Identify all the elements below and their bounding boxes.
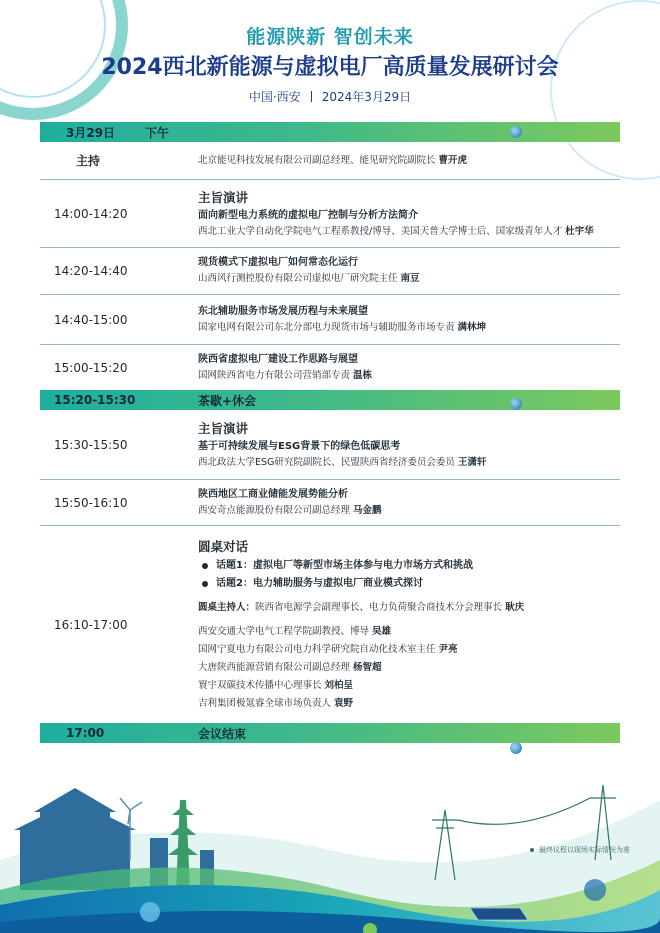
panelist-name: 吴雄 <box>372 625 392 637</box>
talk-speaker <box>198 224 620 240</box>
moderator-label: 圆桌主持人： <box>198 601 256 613</box>
talk-row <box>40 180 620 248</box>
panelist <box>198 677 620 695</box>
section-title: 主旨演讲 <box>198 420 249 436</box>
divider <box>311 91 312 102</box>
host-affiliation: 北京能见科技发展有限公司副总经理、能见研究院副院长 <box>198 154 436 166</box>
bullet-icon <box>202 563 208 569</box>
talk-speaker <box>198 503 620 519</box>
speaker-name: 温栋 <box>353 369 373 381</box>
agenda-table <box>40 122 620 743</box>
end-label: 会议结束 <box>198 726 247 741</box>
talk-speaker <box>198 320 620 336</box>
break-label: 茶歇+休会 <box>198 393 257 408</box>
talk-time: 15:00-15:20 <box>54 360 128 375</box>
roundtable-time: 16:10-17:00 <box>54 617 128 632</box>
host-label: 主持 <box>76 154 101 168</box>
speaker-name: 满林坤 <box>457 321 487 333</box>
talk-content <box>198 352 620 384</box>
panelist-affiliation: 寰宇双碳技术传播中心理事长 <box>198 679 322 691</box>
break-time: 15:20-15:30 <box>54 393 136 407</box>
moderator-name: 耿庆 <box>505 601 525 613</box>
footer-note <box>530 845 630 855</box>
date-band <box>40 122 620 142</box>
speaker-affiliation: 山西风行测控股份有限公司虚拟电厂研究院主任 <box>198 273 398 284</box>
section-title: 主旨演讲 <box>198 189 249 205</box>
talk-time: 14:00-14:20 <box>54 206 128 221</box>
conference-date: 2024年3月29日 <box>321 90 412 104</box>
topic-text: 话题2：电力辅助服务与虚拟电厂商业模式探讨 <box>216 577 423 589</box>
speaker-affiliation: 西安奇点能源股份有限公司副总经理 <box>198 504 351 516</box>
bullet-icon <box>202 581 208 587</box>
talk-row <box>40 248 620 295</box>
moderator-affiliation: 陕西省电源学会副理事长、电力负荷聚合商技术分会理事长 <box>255 601 503 613</box>
panelist-name: 尹亮 <box>438 643 458 655</box>
talk-content <box>198 188 620 240</box>
talk-speaker <box>198 368 620 384</box>
panelist <box>198 641 620 659</box>
roundtable-title: 圆桌对话 <box>198 538 249 554</box>
talk-time: 14:40-15:00 <box>54 312 128 327</box>
panelist-affiliation: 吉利集团极氪睿全球市场负责人 <box>198 697 332 709</box>
speaker-name: 杜宇华 <box>565 225 594 237</box>
conference-info <box>0 88 660 105</box>
host-row <box>40 142 620 180</box>
talk-row <box>40 345 620 390</box>
talk-content <box>198 487 620 519</box>
speaker-affiliation: 西北工业大学自动化学院电气工程系教授/博导、美国天普大学博士后、国家级青年人才 <box>198 225 563 237</box>
panelist-affiliation: 大唐陕西能源营销有限公司副总经理 <box>198 661 351 673</box>
talk-row <box>40 295 620 345</box>
topic-text: 话题1：虚拟电厂等新型市场主体参与电力市场方式和挑战 <box>216 559 473 571</box>
roundtable-content <box>198 537 620 713</box>
conference-title: 2024西北新能源与虚拟电厂高质量发展研讨会 <box>101 55 559 80</box>
talk-speaker <box>198 455 620 471</box>
agenda-date: 3月29日 <box>66 125 116 140</box>
roundtable-moderator <box>198 599 620 617</box>
talk-row <box>40 480 620 526</box>
speaker-name: 马金鹏 <box>353 504 382 516</box>
footer-illustration <box>0 740 660 933</box>
talk-time: 15:50-16:10 <box>54 495 128 510</box>
roundtable-topic <box>198 575 620 593</box>
speaker-affiliation: 国网陕西省电力有限公司营销部专责 <box>198 369 351 381</box>
panelist-name: 袁野 <box>334 697 354 709</box>
decor-dot <box>510 398 522 410</box>
talk-content <box>198 419 620 471</box>
talk-content <box>198 255 620 287</box>
slogan: 能源陕新 智创未来 <box>246 26 414 48</box>
break-band <box>40 390 620 410</box>
talk-topic: 基于可持续发展与ESG背景下的绿色低碳思考 <box>198 440 401 452</box>
solar-panel-icon <box>470 908 528 920</box>
speaker-name: 王潇轩 <box>457 456 487 468</box>
talk-speaker <box>198 271 620 287</box>
decor-ring-inner <box>0 0 106 98</box>
note-text: 最终议程以现场实际情况为准 <box>539 846 630 854</box>
host-content <box>198 153 620 169</box>
panelist-name: 刘柏呈 <box>324 679 354 691</box>
talk-row <box>40 410 620 480</box>
talk-topic: 面向新型电力系统的虚拟电厂控制与分析方法简介 <box>198 209 418 221</box>
bullet-icon <box>530 848 534 852</box>
speaker-affiliation: 国家电网有限公司东北分部电力现货市场与辅助服务市场专责 <box>198 321 455 333</box>
panelist <box>198 695 620 713</box>
panelist <box>198 623 620 641</box>
talk-topic: 现货模式下虚拟电厂如何常态化运行 <box>198 257 358 268</box>
talk-time: 14:20-14:40 <box>54 264 128 278</box>
talk-topic: 东北辅助服务市场发展历程与未来展望 <box>198 305 368 317</box>
panelist-affiliation: 西安交通大学电气工程学院副教授、博导 <box>198 625 370 637</box>
panelist <box>198 659 620 677</box>
roundtable-topic <box>198 557 620 575</box>
talk-time: 15:30-15:50 <box>54 437 128 452</box>
roundtable-row <box>40 526 620 723</box>
host-name: 曹开虎 <box>438 154 468 166</box>
talk-topic: 陕西省虚拟电厂建设工作思路与展望 <box>198 353 358 365</box>
panelist-affiliation: 国网宁夏电力有限公司电力科学研究院自动化技术室主任 <box>198 643 436 655</box>
panelist-name: 杨智超 <box>353 661 382 673</box>
decor-dot <box>510 126 522 138</box>
talk-content <box>198 304 620 336</box>
conference-location: 中国·西安 <box>248 90 301 104</box>
speaker-name: 南豆 <box>400 273 420 284</box>
speaker-affiliation: 西北政法大学ESG研究院副院长、民盟陕西省经济委员会委员 <box>198 456 455 468</box>
end-time: 17:00 <box>66 726 105 740</box>
talk-topic: 陕西地区工商业储能发展势能分析 <box>198 488 348 500</box>
agenda-period: 下午 <box>145 125 170 140</box>
